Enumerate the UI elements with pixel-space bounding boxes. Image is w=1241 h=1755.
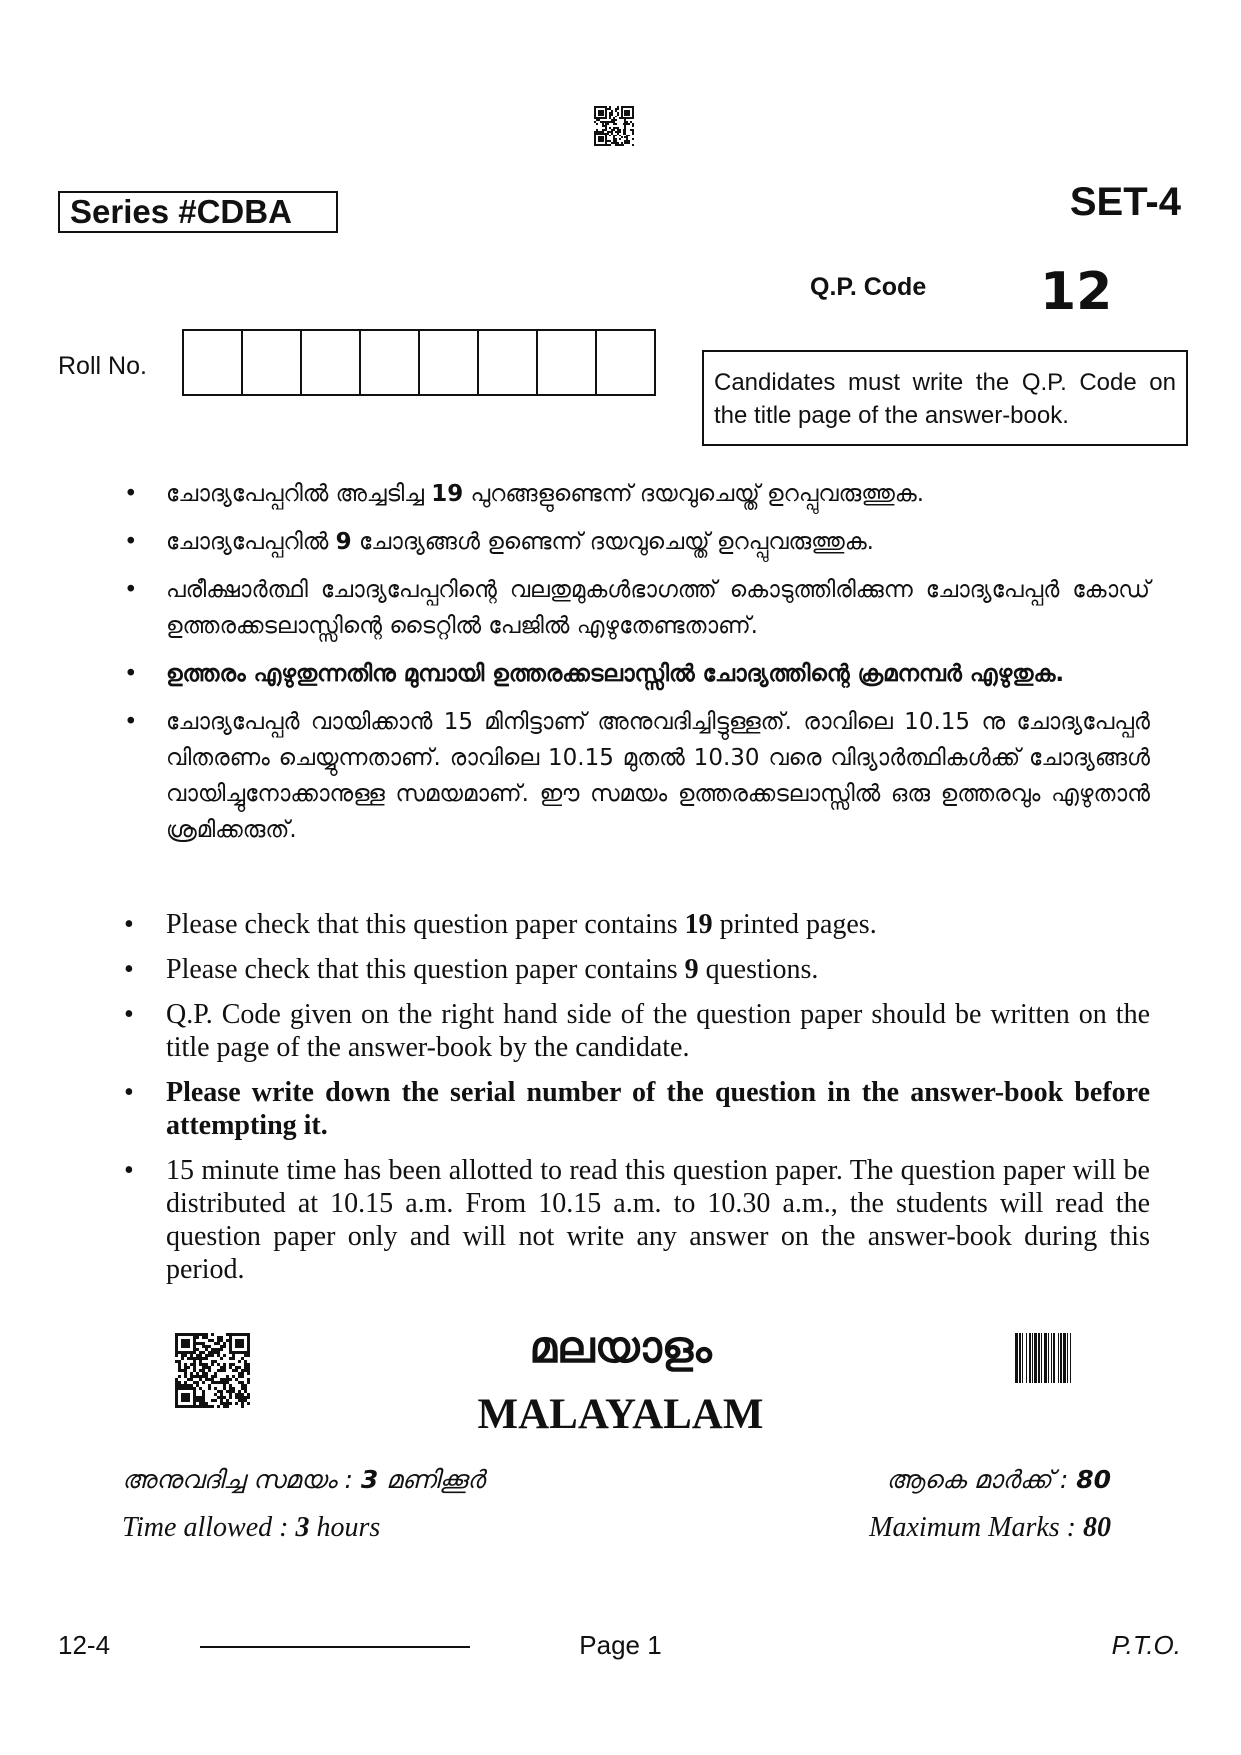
roll-no-label: Roll No. [58, 352, 147, 380]
instruction-item [120, 704, 1150, 848]
instruction-text-before: ചോദ്യപേപ്പർ വായിക്കാൻ 15 മിനിട്ടാണ് അനുവദിച്ചിട്ടുള്ളത്. രാവിലെ 10.15 നു ചോദ്യപേപ്പർ വിതരണം ചെയ്യുന്നതാണ്. രാവിലെ 10.15 മുതൽ 10.30 വരെ വിദ്യാർത്ഥികൾക്ക് ചോദ്യങ്ങൾ വായിച്ചുനോക്കാനുള്ള സമയമാണ്. ഈ സമയം ഉത്തരക്കടലാസ്സിൽ ഒരു ഉത്തരവും എഴുതാൻ ശ്രമിക്കരുത്. [166, 709, 1150, 843]
instruction-text-after: പുറങ്ങളുണ്ടെന്ന് ദയവുചെയ്ത് ഉറപ്പുവരുത്തുക. [463, 481, 925, 507]
roll-no-box[interactable] [302, 331, 361, 394]
instruction-text-before: ചോദ്യപേപ്പറിൽ [166, 529, 336, 555]
footer-paper-code: 12-4 [58, 1630, 111, 1660]
time-en-unit: hours [309, 1512, 381, 1543]
instruction-text-after: ചോദ്യങ്ങൾ ഉണ്ടെന്ന് ദയവുചെയ്ത് ഉറപ്പുവരുത്തുക. [351, 529, 874, 555]
instruction-item [120, 656, 1150, 692]
subject-title-english: MALAYALAM [477, 1391, 764, 1438]
instruction-text-bold: 19 [431, 481, 464, 507]
roll-no-boxes[interactable] [182, 329, 656, 396]
barcode [1015, 1333, 1115, 1383]
instruction-item [120, 998, 1150, 1064]
qp-code-notice: Candidates must write the Q.P. Code on the title page of the answer-book. [702, 350, 1188, 446]
instruction-text-before: Please check that this question paper contains [166, 954, 685, 985]
max-marks-english [869, 1512, 1111, 1544]
max-marks-malayalam [886, 1465, 1111, 1495]
instruction-text-bold: 9 [684, 954, 699, 985]
instructions-malayalam [120, 476, 1150, 860]
instruction-text-bold: 9 [335, 529, 352, 555]
instruction-text-after: printed pages. [712, 909, 877, 940]
marks-en-value: 80 [1083, 1512, 1111, 1543]
roll-no-box[interactable] [184, 331, 243, 394]
roll-no-box[interactable] [538, 331, 597, 394]
instruction-item [120, 908, 1150, 941]
roll-no-box[interactable] [361, 331, 420, 394]
marks-ml-value: 80 [1076, 1465, 1111, 1494]
instruction-text-before: 15 minute time has been allotted to read this question paper. The question paper will be distributed at 10.15 a.m. From 10.15 a.m. to 10.30 a.m., the students will read the question paper only and will not write any answer on the answer-book during this period. [166, 1155, 1150, 1285]
instruction-item [120, 1076, 1150, 1142]
instruction-text-bold: 19 [684, 909, 713, 940]
subject-title-malayalam: മലയാളം [529, 1322, 712, 1373]
time-allowed-malayalam [122, 1465, 485, 1495]
qr-code-top [594, 106, 634, 146]
marks-en-label: Maximum Marks : [869, 1512, 1083, 1543]
time-ml-value: 3 [360, 1465, 379, 1494]
instruction-text-after: questions. [698, 954, 819, 985]
set-label: SET-4 [1069, 180, 1181, 224]
time-allowed-english [122, 1512, 380, 1544]
instruction-text-before: ചോദ്യപേപ്പറിൽ അച്ചടിച്ച [166, 481, 432, 507]
time-ml-unit: മണിക്കൂർ [378, 1465, 485, 1494]
roll-no-box[interactable] [243, 331, 302, 394]
instruction-text-before: പരീക്ഷാർത്ഥി ചോദ്യപേപ്പറിന്റെ വലതുമുകൾഭാഗത്ത് കൊടുത്തിരിക്കുന്ന ചോദ്യപേപ്പർ കോഡ് ഉത്തരക്കടലാസ്സിന്റെ ടൈറ്റിൽ പേജിൽ എഴുതേണ്ടതാണ്. [166, 577, 1150, 639]
roll-no-box[interactable] [597, 331, 654, 394]
instructions-english [120, 908, 1150, 1298]
series-label: Series #CDBA [58, 191, 338, 233]
instruction-item [120, 953, 1150, 986]
qp-code-label: Q.P. Code [810, 273, 927, 301]
instruction-item [120, 1154, 1150, 1286]
instruction-text-bold: Please write down the serial number of the question in the answer-book before attempting it. [166, 1077, 1150, 1141]
instruction-item [120, 476, 1150, 512]
instruction-item [120, 524, 1150, 560]
instruction-item [120, 572, 1150, 644]
footer-page-number: Page 1 [579, 1630, 662, 1660]
instruction-text-bold: ഉത്തരം എഴുതുന്നതിനു മുമ്പായി ഉത്തരക്കടലാസ്സിൽ ചോദ്യത്തിന്റെ ക്രമനമ്പർ എഴുതുക. [166, 661, 1065, 687]
instruction-text-before: Q.P. Code given on the right hand side of the question paper should be written on the title page of the answer-book by the candidate. [166, 999, 1150, 1063]
qp-code-value: 12 [1040, 262, 1113, 322]
time-en-label: Time allowed : [122, 1512, 296, 1543]
time-en-value: 3 [295, 1512, 310, 1543]
footer-pto: P.T.O. [1111, 1630, 1181, 1660]
roll-no-box[interactable] [479, 331, 538, 394]
time-ml-label: അനുവദിച്ച സമയം : [122, 1465, 361, 1494]
instruction-text-before: Please check that this question paper contains [166, 909, 685, 940]
marks-ml-label: ആകെ മാർക്ക് : [886, 1465, 1077, 1494]
roll-no-box[interactable] [420, 331, 479, 394]
